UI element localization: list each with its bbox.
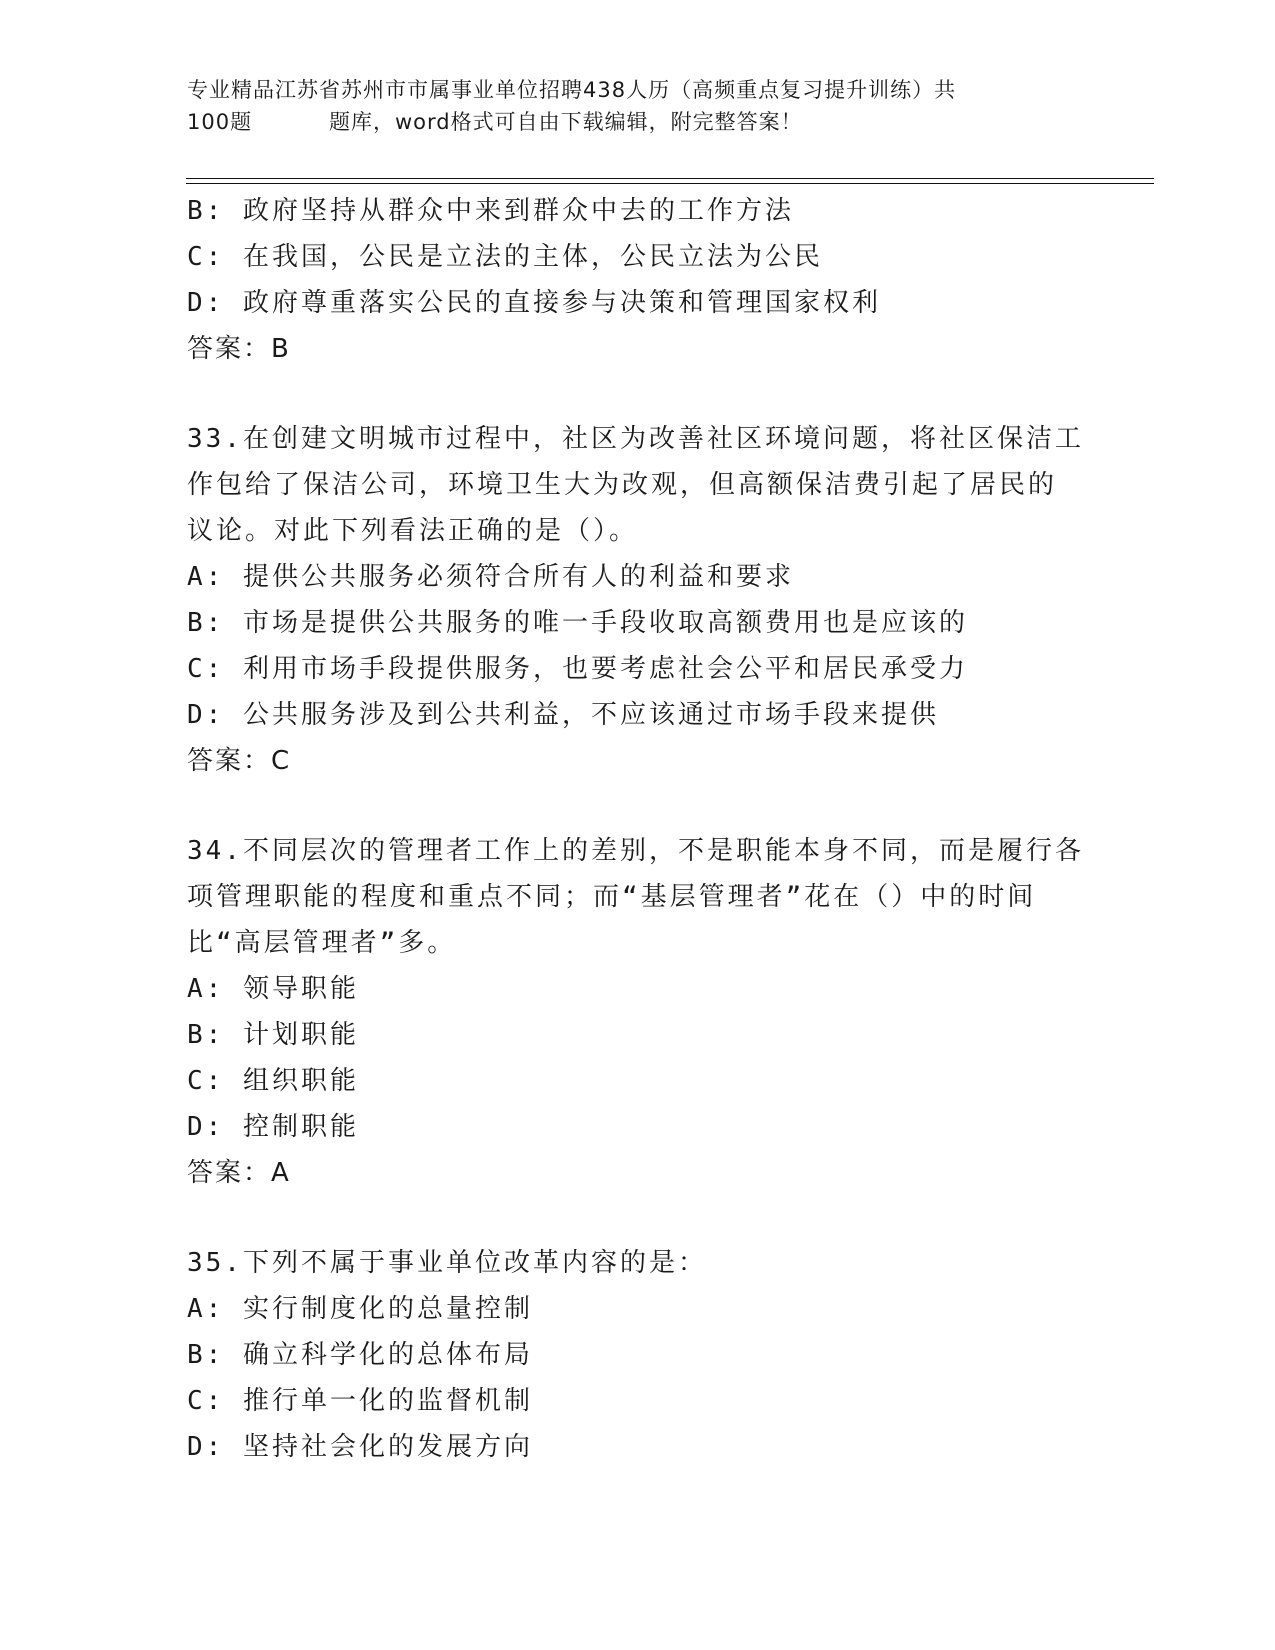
question-gap — [187, 1196, 1087, 1240]
option-c: C: 组织职能 — [187, 1066, 359, 1096]
option-a: A: 领导职能 — [187, 974, 359, 1004]
question-text-line: 项管理职能的程度和重点不同；而“基层管理者”花在（）中的时间 — [187, 882, 1037, 912]
option-a: A: 实行制度化的总量控制 — [187, 1294, 533, 1324]
option-d: D: 公共服务涉及到公共利益，不应该通过市场手段来提供 — [187, 700, 939, 730]
question-block-35 — [187, 1240, 1087, 1470]
question-block-33 — [187, 416, 1087, 784]
option-d: D: 政府尊重落实公民的直接参与决策和管理国家权利 — [187, 288, 881, 318]
answer-line: 答案：C — [187, 746, 292, 776]
question-content — [187, 188, 1087, 1470]
option-b: B: 市场是提供公共服务的唯一手段收取高额费用也是应该的 — [187, 608, 968, 638]
question-gap — [187, 784, 1087, 828]
question-text-line: 34.不同层次的管理者工作上的差别，不是职能本身不同，而是履行各 — [187, 836, 1084, 866]
option-c: C: 在我国，公民是立法的主体，公民立法为公民 — [187, 242, 823, 272]
option-d: D: 控制职能 — [187, 1112, 359, 1142]
question-block-34 — [187, 828, 1087, 1196]
header-subtitle-line — [187, 106, 1087, 138]
option-d: D: 坚持社会化的发展方向 — [187, 1432, 533, 1462]
header-divider-bottom — [186, 183, 1154, 184]
question-text-line: 33.在创建文明城市过程中，社区为改善社区环境问题，将社区保洁工 — [187, 424, 1084, 454]
question-count: 100题 — [187, 110, 253, 134]
option-b: B: 计划职能 — [187, 1020, 359, 1050]
header-subtitle-text: 题库，word格式可自由下载编辑，附完整答案！ — [329, 110, 803, 134]
header-title-line: 专业精品江苏省苏州市市属事业单位招聘438人历（高频重点复习提升训练）共 — [187, 78, 957, 102]
answer-line: 答案：A — [187, 1158, 291, 1188]
option-b: B: 政府坚持从群众中来到群众中去的工作方法 — [187, 196, 794, 226]
option-c: C: 推行单一化的监督机制 — [187, 1386, 533, 1416]
question-text-line: 作包给了保洁公司，环境卫生大为改观，但高额保洁费引起了居民的 — [187, 470, 1058, 500]
header-divider-top — [186, 178, 1154, 179]
question-block-32 — [187, 188, 1087, 372]
option-c: C: 利用市场手段提供服务，也要考虑社会公平和居民承受力 — [187, 654, 968, 684]
document-header — [187, 74, 1087, 138]
option-a: A: 提供公共服务必须符合所有人的利益和要求 — [187, 562, 794, 592]
answer-line: 答案：B — [187, 334, 291, 364]
question-gap — [187, 372, 1087, 416]
question-text-line: 35.下列不属于事业单位改革内容的是： — [187, 1248, 707, 1278]
question-text-line: 比“高层管理者”多。 — [187, 928, 457, 958]
question-text-line: 议论。对此下列看法正确的是（）。 — [187, 516, 639, 546]
option-b: B: 确立科学化的总体布局 — [187, 1340, 533, 1370]
